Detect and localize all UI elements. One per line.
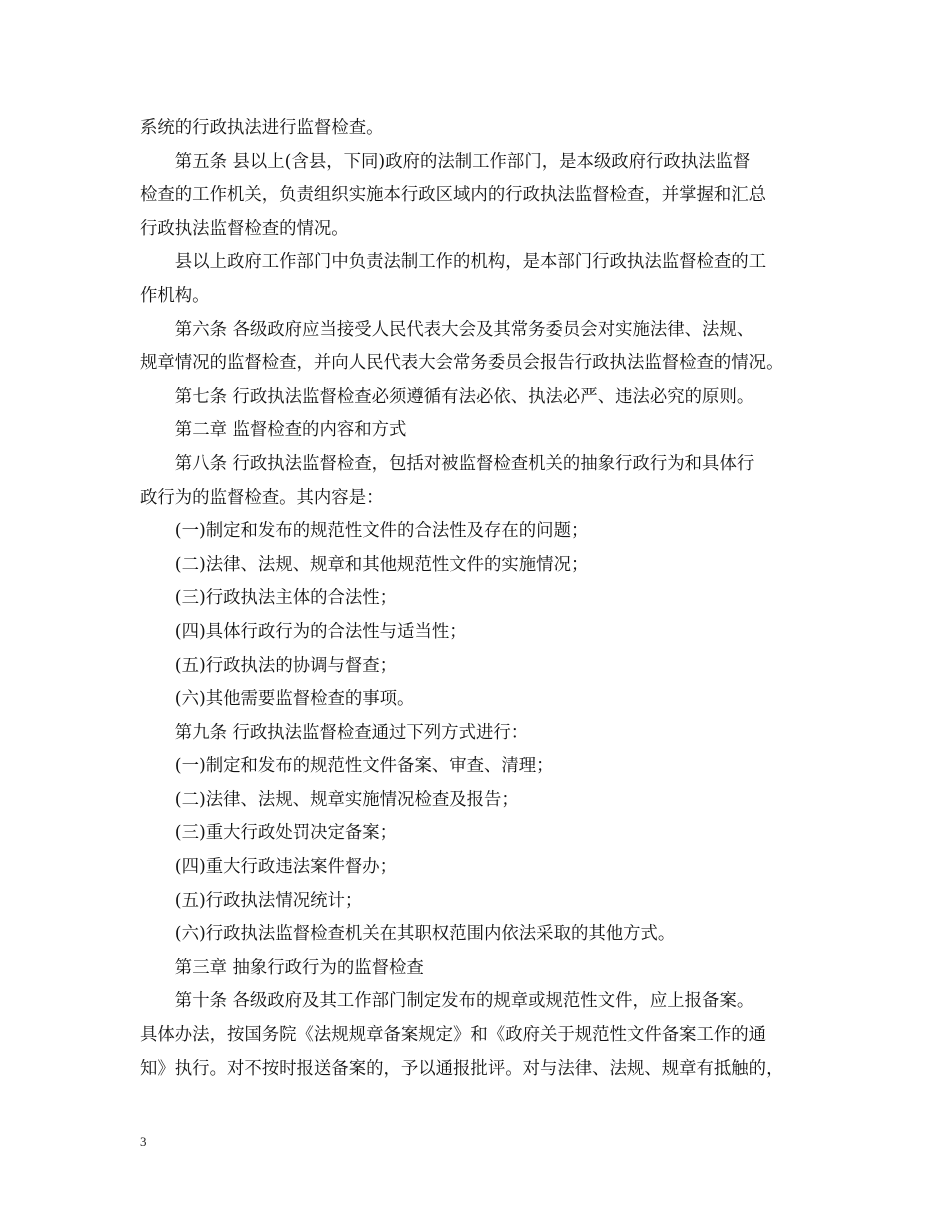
text-line: 县以上政府工作部门中负责法制工作的机构，是本部门行政执法监督检查的工 (174, 252, 767, 273)
text-line: (一)制定和发布的规范性文件备案、审查、清理； (174, 756, 554, 777)
text-line: (四)具体行政行为的合法性与适当性； (174, 621, 467, 642)
text-line: (二)法律、法规、规章实施情况检查及报告； (174, 789, 519, 810)
text-line: 第七条 行政执法监督检查必须遵循有法必依、执法必严、违法必究的原则。 (174, 386, 755, 407)
text-line: 第六条 各级政府应当接受人民代表大会及其常务委员会对实施法律、法规、 (174, 319, 755, 340)
text-line: 第八条 行政执法监督检查，包括对被监督检查机关的抽象行政行为和具体行 (174, 453, 755, 474)
text-line: (二)法律、法规、规章和其他规范性文件的实施情况； (174, 554, 589, 575)
text-line: 规章情况的监督检查，并向人民代表大会常务委员会报告行政执法监督检查的情况。 (140, 353, 784, 374)
text-line: 系统的行政执法进行监督检查。 (140, 118, 384, 138)
text-line: (五)行政执法的协调与督查； (174, 655, 398, 676)
page-number: 3 (140, 1134, 147, 1149)
text-line: 第二章 监督检查的内容和方式 (174, 420, 407, 441)
text-line: 政行为的监督检查。其内容是： (140, 487, 384, 508)
text-line: (一)制定和发布的规范性文件的合法性及存在的问题； (174, 521, 589, 542)
text-line: 第五条 县以上(含县，下同)政府的法制工作部门，是本级政府行政执法监督 (174, 151, 751, 172)
text-line: (四)重大行政违法案件督办； (174, 857, 398, 878)
document-body (140, 112, 820, 1086)
text-line: (六)其他需要监督检查的事项。 (174, 689, 415, 710)
text-line: 作机构。 (140, 285, 210, 306)
text-line: 第三章 抽象行政行为的监督检查 (174, 957, 424, 978)
text-line: 知》执行。对不按时报送备案的，予以通报批评。对与法律、法规、规章有抵触的， (140, 1058, 784, 1079)
text-line: 第九条 行政执法监督检查通过下列方式进行： (174, 722, 529, 743)
text-line: 第十条 各级政府及其工作部门制定发布的规章或规范性文件，应上报备案。 (174, 991, 755, 1012)
text-line: 检查的工作机关，负责组织实施本行政区域内的行政执法监督检查，并掌握和汇总 (140, 185, 767, 206)
text-line: 具体办法，按国务院《法规规章备案规定》和《政府关于规范性文件备案工作的通 (140, 1025, 767, 1046)
text-line: 行政执法监督检查的情况。 (140, 218, 349, 239)
text-line: (三)行政执法主体的合法性； (174, 588, 398, 609)
text-line: (五)行政执法情况统计； (174, 890, 363, 911)
text-line: (六)行政执法监督检查机关在其职权范围内依法采取的其他方式。 (174, 924, 676, 945)
text-line: (三)重大行政处罚决定备案； (174, 823, 398, 844)
